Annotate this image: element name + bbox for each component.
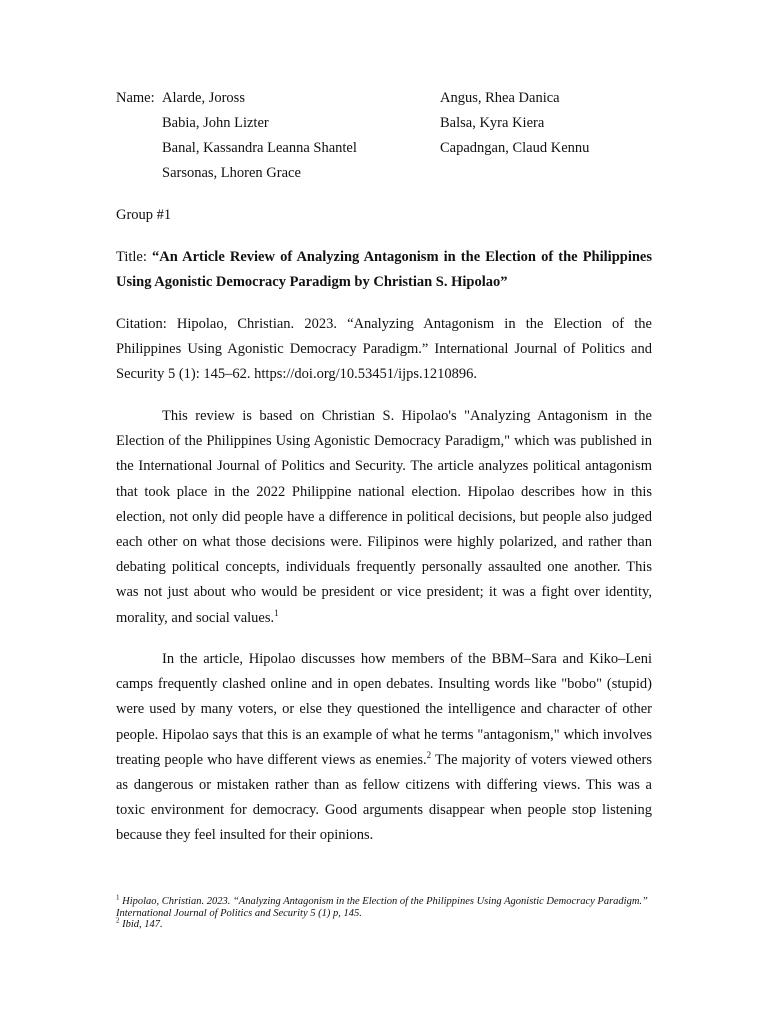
review-title — [116, 245, 652, 295]
paragraph-2 — [116, 647, 652, 849]
author-name: Babia, John Lizter — [162, 115, 269, 131]
footnote-text: Ibid, 147. — [119, 919, 163, 930]
author-name: Alarde, Joross — [162, 90, 245, 106]
title-text: “An Article Review of Analyzing Antagonism in the Election of the Philippines Using Agonistic Democracy Paradigm by Christian S. Hipolao” — [116, 249, 653, 290]
author-name: Sarsonas, Lhoren Grace — [162, 165, 301, 181]
footnote-ref-2: 2 — [426, 749, 432, 760]
footnotes — [116, 893, 656, 931]
footnote-number: 2 — [116, 916, 120, 925]
footnote-2 — [116, 916, 656, 931]
paragraph-2-text-a: In the article, Hipolao discusses how members of the BBM–Sara and Kiko–Leni camps frequently clashed online and in open debates. Insulting words like "bobo" (stupid) were used by many voters, or else they questioned the intelligence and character of other people. Hipolao says that this is an example of what he terms "antagonism," which involves treating people who have different views as enemies. — [116, 651, 652, 768]
footnote-1 — [116, 893, 656, 919]
author-name: Angus, Rhea Danica — [440, 90, 560, 106]
author-name: Balsa, Kyra Kiera — [440, 115, 545, 131]
footnote-text: Hipolao, Christian. 2023. “Analyzing Antagonism in the Election of the Philippines Using Agonistic Democracy Paradigm.” International Journal of Politics and Security 5 (1) p, 145. — [116, 896, 648, 919]
citation: Citation: Hipolao, Christian. 2023. “Analyzing Antagonism in the Election of the Philippines Using Agonistic Democracy Paradigm.” International Journal of Politics and Security 5 (1): 145–62. https://doi.org/10.53451/ijps.1210896. — [116, 316, 652, 382]
group-label: Group #1 — [116, 207, 172, 223]
author-name: Capadngan, Claud Kennu — [440, 140, 590, 156]
name-label: Name: — [116, 90, 155, 106]
author-column-right — [440, 86, 660, 161]
paragraph-1-text: This review is based on Christian S. Hipolao's "Analyzing Antagonism in the Election of the Philippines Using Agonistic Democracy Paradigm," which was published in the International Journal of Politics and Security. The article analyzes political antagonism that took place in the 2022 Philippine national election. Hipolao describes how in this election, not only did people have a difference in political decisions, but people also judged each other on what those decisions were. Filipinos were highly polarized, and rather than debating political concepts, individuals frequently personally assaulted one another. This was not just about who would be president or vice president; it was a fight over identity, morality, and social values. — [116, 408, 652, 626]
author-name: Banal, Kassandra Leanna Shantel — [162, 140, 357, 156]
paragraph-2-text-b: The majority of voters viewed others as dangerous or mistaken rather than as fellow citizens with differing views. This was a toxic environment for democracy. Good arguments disappear when people stop listening because they feel insulted for their opinions. — [116, 751, 652, 844]
author-column-left — [162, 86, 432, 186]
paragraph-1 — [116, 404, 652, 631]
footnote-number: 1 — [116, 893, 120, 902]
footnote-ref-1: 1 — [274, 607, 279, 618]
title-label: Title: — [116, 249, 147, 265]
